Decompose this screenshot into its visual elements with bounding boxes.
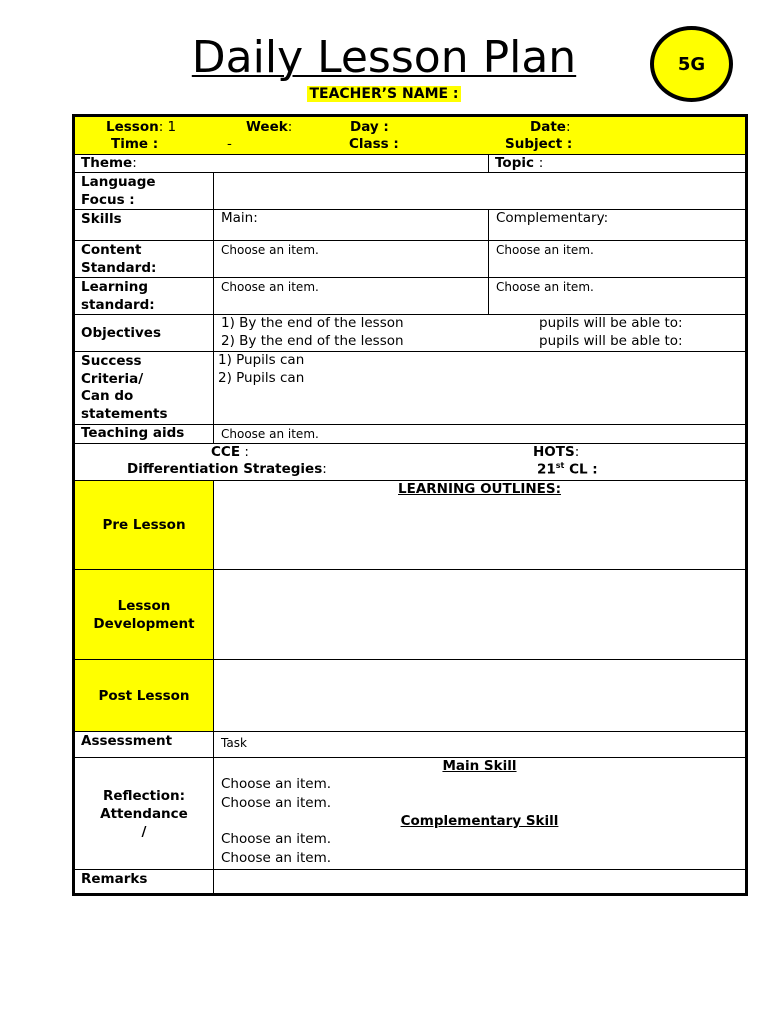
learning-standard-right[interactable]: Choose an item. [496, 280, 594, 294]
learning-standard-left[interactable]: Choose an item. [214, 278, 489, 314]
language-focus-label: Language Focus : [75, 173, 214, 209]
class-field[interactable]: Class : [349, 136, 399, 152]
theme-row [75, 155, 745, 173]
reflection-content[interactable] [214, 758, 745, 869]
success-criteria-label: Success Criteria/ Can do statements [75, 352, 214, 424]
objectives-row [75, 315, 745, 352]
reflection-item[interactable]: Choose an item. [221, 776, 332, 792]
subject-field[interactable]: Subject : [505, 136, 573, 152]
complementary-skill-heading: Complementary Skill [400, 813, 559, 829]
skills-row [75, 210, 745, 241]
reflection-item[interactable]: Choose an item. [221, 795, 332, 811]
skills-main[interactable]: Main: [214, 210, 489, 240]
page-title: Daily Lesson Plan [191, 32, 577, 83]
post-lesson-content[interactable] [214, 660, 745, 731]
21cl-field[interactable]: 21st CL : [537, 461, 598, 478]
content-standard-label: Content Standard: [75, 241, 214, 277]
hots-field[interactable]: HOTS: [533, 444, 580, 460]
content-standard-left[interactable]: Choose an item. [214, 241, 489, 277]
assessment-value[interactable]: Task [221, 736, 247, 750]
language-focus-input[interactable] [214, 173, 745, 209]
date-field[interactable]: Date: [530, 119, 571, 135]
time-field[interactable]: Time : [111, 136, 159, 152]
content-standard-right[interactable]: Choose an item. [496, 243, 594, 257]
reflection-row [75, 758, 745, 870]
time-value: - [227, 136, 232, 152]
pre-lesson-content[interactable] [214, 481, 745, 569]
lesson-field[interactable]: Lesson: 1 [106, 119, 177, 135]
main-skill-heading: Main Skill [442, 758, 517, 774]
remarks-input[interactable] [214, 870, 745, 893]
content-standard-row [75, 241, 745, 278]
learning-outlines-title: LEARNING OUTLINES: [398, 481, 561, 497]
pre-lesson-row [75, 481, 745, 570]
post-lesson-label: Post Lesson [75, 660, 214, 731]
topic-field[interactable]: Topic : [495, 155, 544, 171]
assessment-row [75, 732, 745, 758]
teaching-aids-label: Teaching aids [75, 425, 214, 443]
remarks-label: Remarks [75, 870, 214, 893]
objectives-content[interactable]: 1) By the end of the lesson pupils will be able to: 2) By the end of the lesson pupils will be able to: [221, 315, 683, 349]
cce-row [75, 444, 745, 481]
differentiation-field[interactable]: Differentiation Strategies: [127, 461, 327, 477]
lesson-development-label: Lesson Development [75, 570, 214, 659]
lesson-development-content[interactable] [214, 570, 745, 659]
language-focus-row [75, 173, 745, 210]
reflection-label: Reflection: Attendance / [75, 758, 214, 869]
theme-field[interactable]: Theme: [75, 155, 489, 172]
teacher-name-label: TEACHER’S NAME : [309, 86, 459, 102]
skills-label: Skills [75, 210, 214, 240]
pre-lesson-label: Pre Lesson [75, 481, 214, 569]
day-field[interactable]: Day : [350, 119, 389, 135]
cce-field[interactable]: CCE : [211, 444, 249, 460]
assessment-label: Assessment [75, 732, 214, 757]
success-criteria-row [75, 352, 745, 425]
reflection-item[interactable]: Choose an item. [221, 850, 332, 866]
header-row [75, 117, 745, 155]
teaching-aids-value[interactable]: Choose an item. [221, 427, 319, 441]
success-criteria-content[interactable]: 1) Pupils can 2) Pupils can [218, 352, 305, 386]
objectives-label: Objectives [75, 315, 214, 351]
class-badge: 5G [650, 26, 733, 102]
remarks-row [75, 870, 745, 893]
post-lesson-row [75, 660, 745, 732]
teaching-aids-row [75, 425, 745, 444]
learning-standard-row [75, 278, 745, 315]
reflection-item[interactable]: Choose an item. [221, 831, 332, 847]
lesson-plan-table [72, 114, 748, 896]
week-field[interactable]: Week: [246, 119, 293, 135]
skills-complementary[interactable]: Complementary: [496, 210, 609, 226]
learning-standard-label: Learning standard: [75, 278, 214, 314]
lesson-development-row [75, 570, 745, 660]
